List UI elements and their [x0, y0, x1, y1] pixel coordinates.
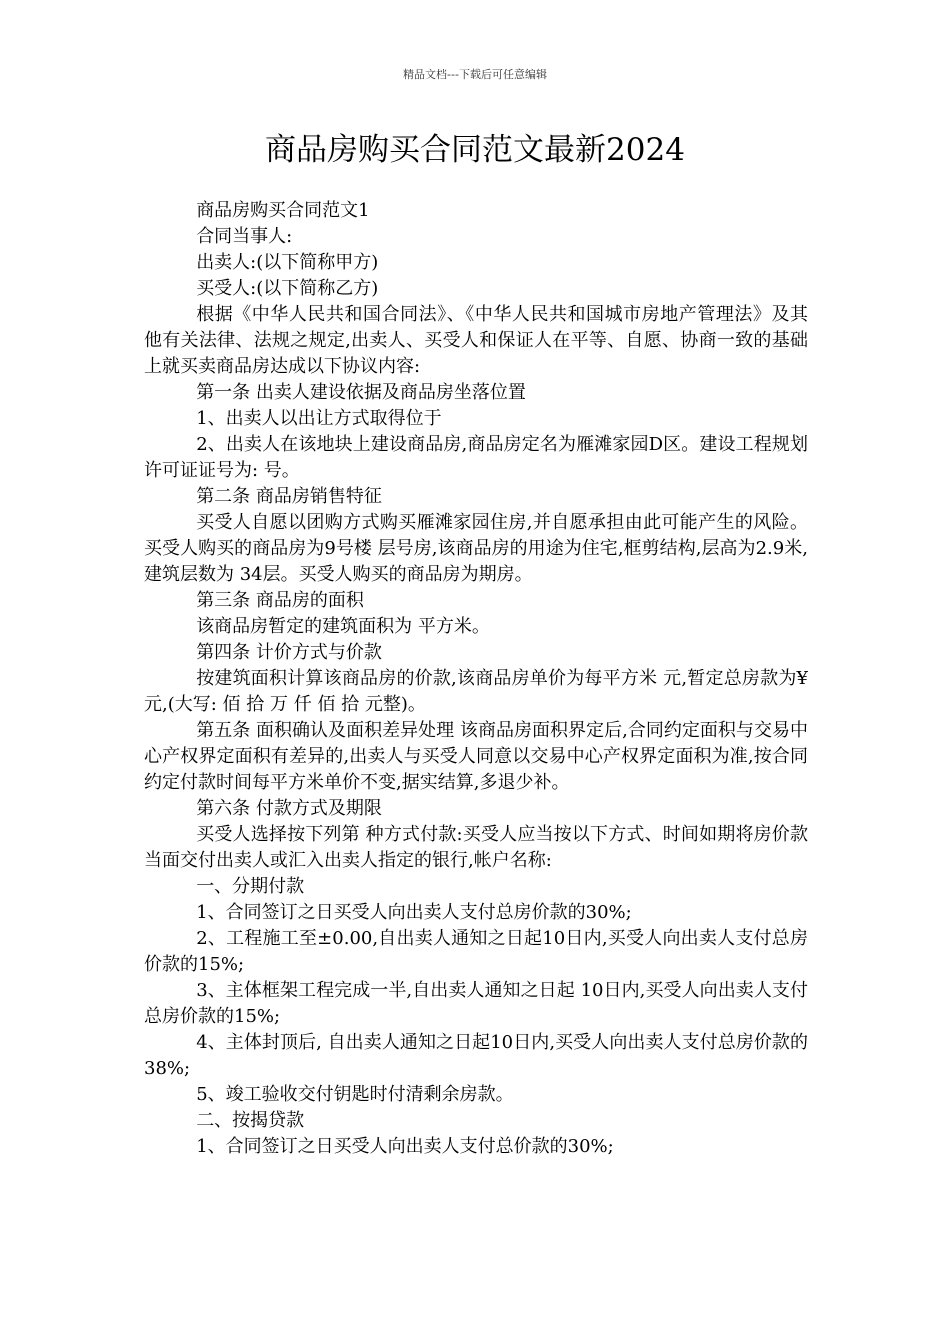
article-3-body: 该商品房暂定的建筑面积为 平方米。 — [196, 616, 490, 637]
installment-item-3: 3、主体框架工程完成一半,自出卖人通知之日起 10日内,买受人向出卖人支付总房价款的15%; — [144, 980, 808, 1027]
article-1-heading: 第一条 出卖人建设依据及商品房坐落位置 — [196, 382, 526, 403]
paragraph-preamble: 根据《中华人民共和国合同法》、《中华人民共和国城市房地产管理法》及其他有关法律、法规之规定,出卖人、买受人和保证人在平等、自愿、协商一致的基础上就买卖商品房达成以下协议内容: — [144, 304, 808, 377]
article-6-heading: 第六条 付款方式及期限 — [196, 798, 382, 819]
paragraph-seller: 出卖人:(以下简称甲方) — [196, 252, 379, 273]
article-4-heading: 第四条 计价方式与价款 — [196, 642, 382, 663]
mortgage-item-1: 1、合同签订之日买受人向出卖人支付总价款的30%; — [196, 1136, 614, 1157]
installment-item-5: 5、竣工验收交付钥匙时付清剩余房款。 — [196, 1084, 514, 1105]
installment-item-4: 4、主体封顶后, 自出卖人通知之日起10日内,买受人向出卖人支付总房价款的38%; — [144, 1032, 808, 1079]
article-2-heading: 第二条 商品房销售特征 — [196, 486, 382, 507]
document-header-note: 精品文档---下载后可任意编辑 — [403, 68, 547, 81]
article-3-heading: 第三条 商品房的面积 — [196, 590, 364, 611]
article-2-body: 买受人自愿以团购方式购买雁滩家园住房,并自愿承担由此可能产生的风险。买受人购买的商品房为9号楼 层号房,该商品房的用途为住宅,框剪结构,层高为2.9米,建筑层数为 34层。买受人购买的商品房为期房。 — [144, 512, 808, 585]
installment-item-1: 1、合同签订之日买受人向出卖人支付总房价款的30%; — [196, 902, 632, 923]
mortgage-heading: 二、按揭贷款 — [196, 1110, 305, 1131]
article-1-item-2: 2、出卖人在该地块上建设商品房,商品房定名为雁滩家园D区。建设工程规划许可证证号为: 号。 — [144, 434, 808, 481]
paragraph-heading: 商品房购买合同范文1 — [196, 200, 370, 221]
article-5-body: 第五条 面积确认及面积差异处理 该商品房面积界定后,合同约定面积与交易中心产权界定面积有差异的,出卖人与买受人同意以交易中心产权界定面积为准,按合同约定付款时间每平方米单价不变,据实结算,多退少补。 — [144, 720, 808, 793]
article-4-body: 按建筑面积计算该商品房的价款,该商品房单价为每平方米 元,暂定总房款为¥ 元,(大写: 佰 拾 万 仟 佰 拾 元整)。 — [144, 668, 808, 715]
installment-item-2: 2、工程施工至±0.00,自出卖人通知之日起10日内,买受人向出卖人支付总房价款的15%; — [144, 928, 808, 975]
article-6-body: 买受人选择按下列第 种方式付款:买受人应当按以下方式、时间如期将房价款当面交付出卖人或汇入出卖人指定的银行,帐户名称: — [144, 824, 808, 871]
paragraph-buyer: 买受人:(以下简称乙方) — [196, 278, 379, 299]
article-1-item-1: 1、出卖人以出让方式取得位于 — [196, 408, 442, 429]
document-title: 商品房购买合同范文最新2024 — [265, 132, 685, 168]
paragraph-parties: 合同当事人: — [196, 226, 293, 247]
document-body — [144, 198, 808, 1160]
installment-heading: 一、分期付款 — [196, 876, 305, 897]
